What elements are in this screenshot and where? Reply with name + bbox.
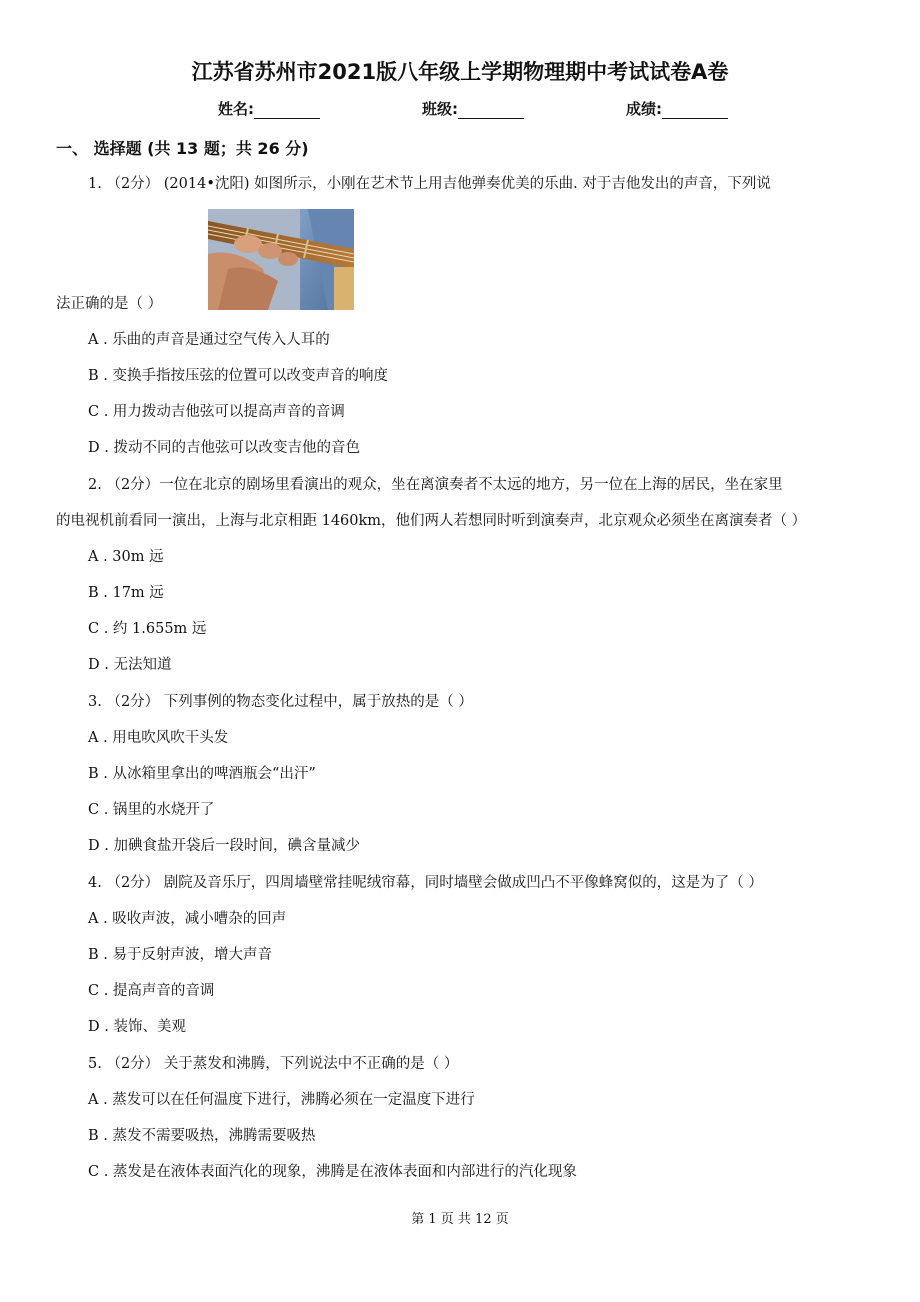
question-5-option-c: C . 蒸发是在液体表面汽化的现象，沸腾是在液体表面和内部进行的汽化现象 — [88, 1164, 577, 1180]
question-5-option-a: A . 蒸发可以在任何温度下进行，沸腾必须在一定温度下进行 — [88, 1092, 475, 1108]
page-title: 江苏省苏州市2021版八年级上学期物理期中考试试卷A卷 — [191, 60, 729, 84]
question-4-option-c: C . 提高声音的音调 — [88, 983, 215, 999]
section-heading: 一、 选择题 (共 13 题；共 26 分) — [56, 139, 309, 158]
question-3-stem: 3. （2分） 下列事例的物态变化过程中，属于放热的是（ ） — [88, 694, 473, 710]
question-2-stem: 2. （2分）一位在北京的剧场里看演出的观众，坐在离演奏者不太远的地方，另一位在上海的居民，坐在家里 — [88, 477, 783, 493]
question-4-option-d: D . 装饰、美观 — [88, 1019, 186, 1035]
question-2-stem-cont: 的电视机前看同一演出，上海与北京相距 1460km，他们两人若想同时听到演奏声，北京观众必须坐在离演奏者（ ） — [56, 513, 807, 529]
name-label: 姓名: — [218, 100, 254, 118]
question-3-option-c: C . 锅里的水烧开了 — [88, 802, 215, 818]
score-blank — [662, 102, 728, 119]
score-field — [626, 98, 728, 119]
score-label: 成绩: — [626, 100, 662, 118]
guitar-photo — [208, 209, 354, 310]
question-1-option-c: C . 用力拨动吉他弦可以提高声音的音调 — [88, 404, 345, 420]
name-field — [218, 98, 320, 119]
class-blank — [458, 102, 524, 119]
question-2-option-b: B . 17m 远 — [88, 585, 164, 601]
question-1-option-b: B . 变换手指按压弦的位置可以改变声音的响度 — [88, 368, 388, 384]
question-5-stem: 5. （2分） 关于蒸发和沸腾，下列说法中不正确的是（ ） — [88, 1056, 459, 1072]
question-4-option-a: A . 吸收声波，减小嘈杂的回声 — [88, 911, 287, 927]
question-4-stem: 4. （2分） 剧院及音乐厅，四周墙壁常挂呢绒帘幕，同时墙壁会做成凹凸不平像蜂窝似的，这是为了（ ） — [88, 875, 763, 891]
question-1-option-a: A . 乐曲的声音是通过空气传入人耳的 — [88, 332, 330, 348]
class-label: 班级: — [422, 100, 458, 118]
question-3-option-a: A . 用电吹风吹干头发 — [88, 730, 229, 746]
question-3-option-d: D . 加碘食盐开袋后一段时间，碘含量减少 — [88, 838, 360, 854]
class-field — [422, 98, 524, 119]
page-footer: 第 1 页 共 12 页 — [411, 1212, 509, 1227]
question-2-option-c: C . 约 1.655m 远 — [88, 621, 207, 637]
question-5-option-b: B . 蒸发不需要吸热，沸腾需要吸热 — [88, 1128, 316, 1144]
question-1-stem-cont: 法正确的是（ ） — [56, 296, 163, 312]
question-2-option-a: A . 30m 远 — [88, 549, 164, 565]
question-1-option-d: D . 拨动不同的吉他弦可以改变吉他的音色 — [88, 440, 360, 456]
question-3-option-b: B . 从冰箱里拿出的啤酒瓶会“出汗” — [88, 766, 316, 782]
question-4-option-b: B . 易于反射声波，增大声音 — [88, 947, 272, 963]
question-2-option-d: D . 无法知道 — [88, 657, 172, 673]
guitar-photo-image — [208, 209, 354, 310]
name-blank — [254, 102, 320, 119]
question-1-stem: 1. （2分） (2014•沈阳) 如图所示，小刚在艺术节上用吉他弹奏优美的乐曲. 对于吉他发出的声音，下列说 — [88, 176, 771, 192]
